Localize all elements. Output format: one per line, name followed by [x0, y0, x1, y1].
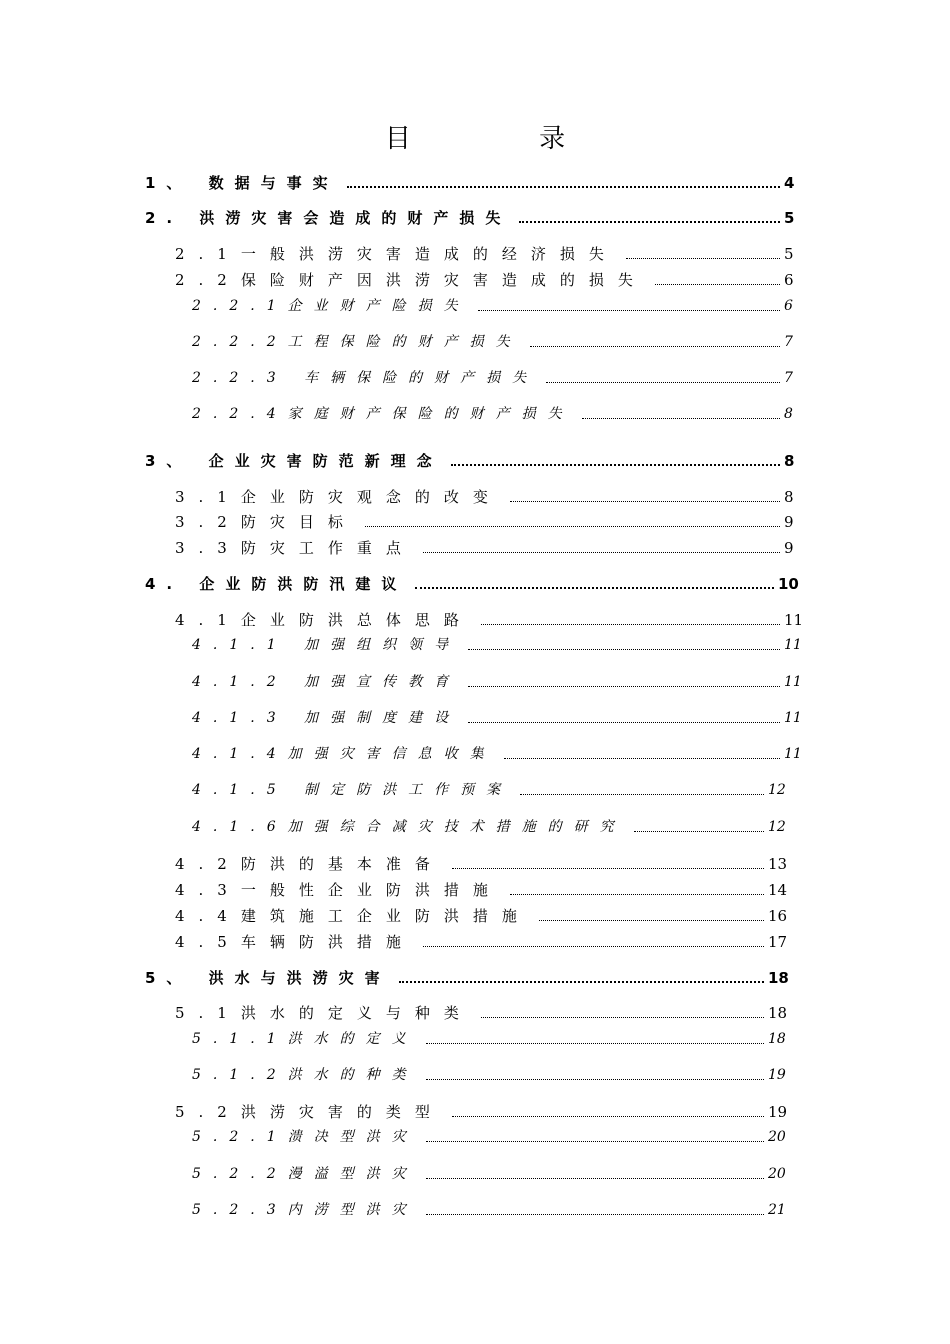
toc-entry-label: 4.1.3 加强制度建设 — [192, 710, 461, 726]
toc-entry[interactable] — [175, 487, 806, 507]
toc-entry-label: 5.2.2漫溢型洪灾 — [192, 1166, 418, 1182]
toc-entry[interactable] — [175, 512, 806, 532]
toc-page-number: 4 — [784, 174, 795, 192]
toc-entry[interactable] — [175, 854, 790, 874]
toc-entry[interactable] — [175, 932, 790, 952]
toc-dot-leader — [468, 686, 780, 687]
toc-dot-leader — [519, 221, 780, 223]
toc-entry-label: 3.1企业防灾观念的改变 — [175, 488, 502, 506]
toc-entry[interactable] — [192, 404, 806, 424]
toc-dot-leader — [468, 649, 780, 650]
toc-entry-label: 4.2防洪的基本准备 — [175, 855, 444, 873]
toc-dot-leader — [546, 382, 780, 383]
toc-dot-leader — [655, 284, 780, 285]
toc-entry-label: 3、 企业灾害防范新理念 — [145, 452, 443, 470]
toc-page-number: 11 — [784, 710, 802, 726]
toc-dot-leader — [481, 624, 780, 625]
toc-entry[interactable] — [192, 1164, 790, 1184]
toc-page-number: 11 — [784, 637, 802, 653]
toc-dot-leader — [481, 1017, 764, 1018]
toc-page-number: 6 — [784, 271, 794, 289]
toc-page-number: 19 — [768, 1067, 786, 1083]
toc-entry[interactable] — [192, 708, 806, 728]
toc-entry-label: 4.1.1 加强组织领导 — [192, 637, 461, 653]
toc-entry[interactable] — [192, 332, 806, 352]
toc-page-number: 6 — [784, 298, 793, 314]
toc-page-number: 9 — [784, 539, 794, 557]
toc-entry[interactable] — [192, 744, 806, 764]
toc-page-number: 18 — [768, 1031, 786, 1047]
toc-dot-leader — [426, 1079, 764, 1080]
toc-entry-label: 3.3防灾工作重点 — [175, 539, 415, 557]
toc-entry-label: 4.1.5 制定防洪工作预案 — [192, 782, 513, 798]
toc-dot-leader — [520, 794, 764, 795]
toc-entry[interactable] — [145, 208, 806, 228]
toc-entry-label: 2.2.1企业财产险损失 — [192, 298, 470, 314]
toc-dot-leader — [452, 868, 764, 869]
toc-entry-label: 4.4建筑施工企业防洪措施 — [175, 907, 531, 925]
toc-page-number: 20 — [768, 1129, 786, 1145]
toc-entry[interactable] — [175, 244, 806, 264]
toc-entry-label: 4.1企业防洪总体思路 — [175, 611, 473, 629]
toc-page-number: 19 — [768, 1103, 788, 1121]
toc-dot-leader — [510, 894, 764, 895]
toc-entry-label: 2.2.4家庭财产保险的财产损失 — [192, 406, 574, 422]
toc-dot-leader — [365, 526, 780, 527]
toc-entry-label: 4.1.2 加强宣传教育 — [192, 674, 461, 690]
toc-dot-leader — [415, 587, 774, 589]
toc-entry[interactable] — [175, 270, 806, 290]
toc-entry-label: 4. 企业防洪防汛建议 — [145, 575, 408, 593]
toc-page-number: 12 — [768, 819, 786, 835]
toc-dot-leader — [423, 552, 780, 553]
toc-page-number: 8 — [784, 406, 793, 422]
toc-page-number: 11 — [784, 746, 802, 762]
toc-page-number: 21 — [768, 1202, 786, 1218]
toc-entry[interactable] — [145, 173, 806, 193]
toc-entry[interactable] — [192, 1127, 790, 1147]
toc-entry-label: 5.2.3内涝型洪灾 — [192, 1202, 418, 1218]
toc-entry[interactable] — [192, 1200, 790, 1220]
toc-page-number: 13 — [768, 855, 788, 873]
toc-dot-leader — [504, 758, 780, 759]
toc-page-number: 20 — [768, 1166, 786, 1182]
toc-dot-leader — [530, 346, 780, 347]
toc-dot-leader — [347, 186, 780, 188]
toc-entry-label: 2.1一般洪涝灾害造成的经济损失 — [175, 245, 618, 263]
toc-entry[interactable] — [145, 574, 800, 594]
toc-dot-leader — [634, 831, 764, 832]
toc-entry-label: 5.1.1洪水的定义 — [192, 1031, 418, 1047]
toc-entry[interactable] — [175, 610, 806, 630]
toc-entry-label: 5.1.2洪水的种类 — [192, 1067, 418, 1083]
toc-entry-label: 4.5车辆防洪措施 — [175, 933, 415, 951]
toc-entry-label: 5、 洪水与洪涝灾害 — [145, 969, 391, 987]
toc-dot-leader — [426, 1214, 764, 1215]
toc-dot-leader — [426, 1178, 764, 1179]
toc-page-number: 17 — [768, 933, 788, 951]
toc-page-number: 9 — [784, 513, 794, 531]
toc-entry[interactable] — [192, 817, 790, 837]
page-title: 目 录 — [384, 124, 626, 154]
toc-entry-label: 2.2保险财产因洪涝灾害造成的损失 — [175, 271, 647, 289]
toc-dot-leader — [426, 1141, 764, 1142]
toc-page-number: 18 — [768, 1004, 788, 1022]
toc-dot-leader — [452, 1116, 764, 1117]
toc-page-number: 16 — [768, 907, 788, 925]
toc-page-number: 7 — [784, 370, 793, 386]
toc-entry-label: 5.2.1溃决型洪灾 — [192, 1129, 418, 1145]
toc-entry[interactable] — [192, 1065, 790, 1085]
toc-entry-label: 4.3一般性企业防洪措施 — [175, 881, 502, 899]
toc-entry[interactable] — [175, 1003, 790, 1023]
toc-entry[interactable] — [175, 1102, 790, 1122]
toc-entry[interactable] — [192, 780, 790, 800]
toc-entry[interactable] — [192, 635, 806, 655]
toc-page-number: 10 — [778, 575, 799, 593]
toc-entry[interactable] — [175, 906, 790, 926]
toc-page-number: 8 — [784, 488, 794, 506]
toc-entry-label: 5.1洪水的定义与种类 — [175, 1004, 473, 1022]
toc-entry[interactable] — [175, 538, 806, 558]
toc-page-number: 18 — [768, 969, 789, 987]
toc-dot-leader — [582, 418, 780, 419]
toc-entry[interactable] — [192, 296, 806, 316]
toc-entry-label: 2.2.3 车辆保险的财产损失 — [192, 370, 539, 386]
toc-entry-label: 2.2.2工程保险的财产损失 — [192, 334, 522, 350]
toc-entry-label: 5.2洪涝灾害的类型 — [175, 1103, 444, 1121]
toc-dot-leader — [478, 310, 780, 311]
toc-dot-leader — [423, 946, 764, 947]
toc-entry-label: 3.2防灾目标 — [175, 513, 357, 531]
toc-page-number: 7 — [784, 334, 793, 350]
toc-dot-leader — [468, 722, 780, 723]
toc-entry-label: 2. 洪涝灾害会造成的财产损失 — [145, 209, 512, 227]
toc-dot-leader — [399, 981, 764, 983]
toc-dot-leader — [539, 920, 764, 921]
toc-page-number: 11 — [784, 611, 804, 629]
toc-entry[interactable] — [192, 368, 806, 388]
toc-entry[interactable] — [145, 451, 806, 471]
toc-entry[interactable] — [192, 1029, 790, 1049]
toc-entry-label: 4.1.4加强灾害信息收集 — [192, 746, 496, 762]
toc-page-number: 5 — [784, 209, 795, 227]
toc-page-number: 5 — [784, 245, 794, 263]
toc-dot-leader — [510, 501, 780, 502]
toc-entry[interactable] — [192, 672, 806, 692]
toc-entry[interactable] — [145, 968, 790, 988]
toc-page-number: 14 — [768, 881, 788, 899]
toc-page-number: 8 — [784, 452, 795, 470]
toc-entry[interactable] — [175, 880, 790, 900]
toc-dot-leader — [626, 258, 780, 259]
toc-dot-leader — [451, 464, 780, 466]
toc-dot-leader — [426, 1043, 764, 1044]
toc-entry-label: 4.1.6加强综合减灾技术措施的研究 — [192, 819, 626, 835]
toc-entry-label: 1、 数据与事实 — [145, 174, 339, 192]
toc-page-number: 12 — [768, 782, 786, 798]
toc-page-number: 11 — [784, 674, 802, 690]
